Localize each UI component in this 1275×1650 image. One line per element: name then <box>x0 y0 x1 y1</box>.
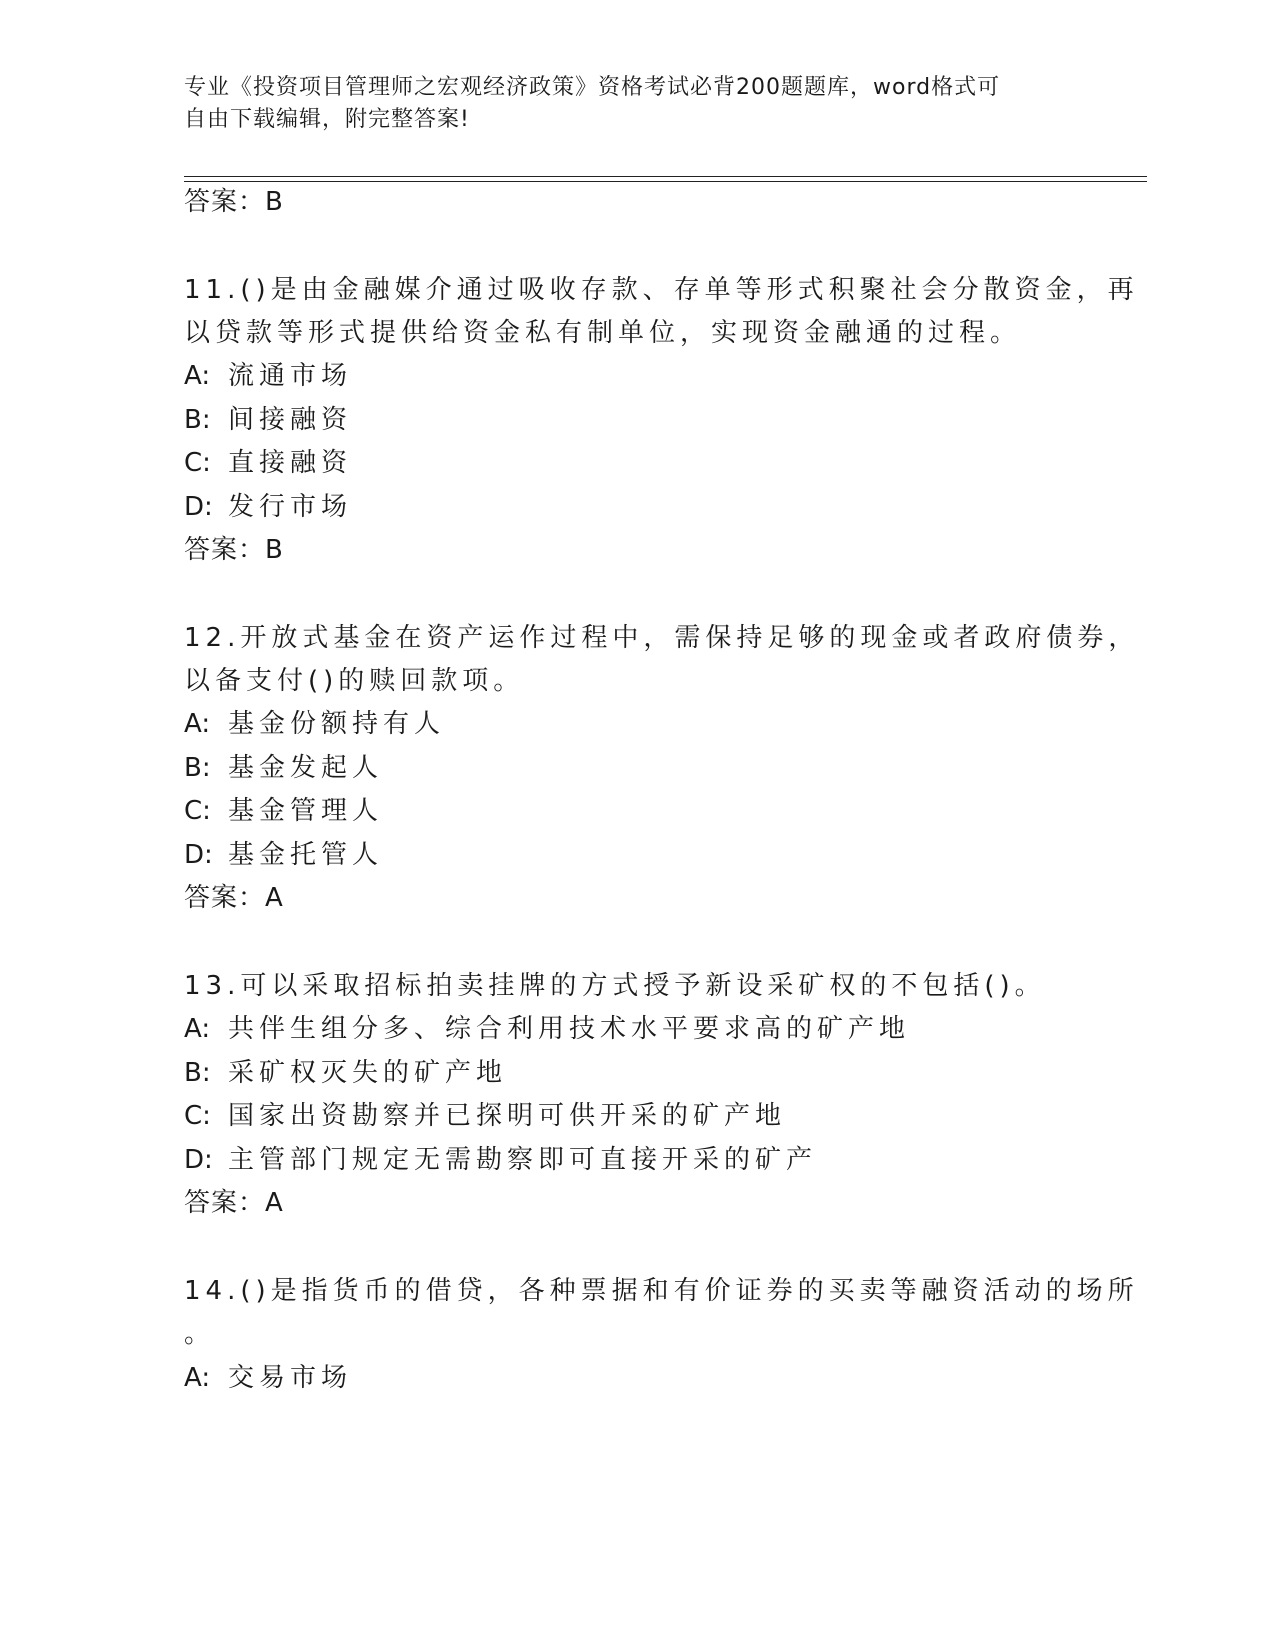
question-14-option-a <box>184 1360 352 1396</box>
option-prefix: D: <box>184 1145 213 1175</box>
question-14-stem-line-2: 。 <box>184 1319 216 1349</box>
option-prefix: A: <box>184 709 211 739</box>
option-text: 基金份额持有人 <box>228 709 446 739</box>
question-12-option-b <box>184 750 383 786</box>
question-11-option-a <box>184 358 352 394</box>
question-12-option-a <box>184 706 445 742</box>
question-12-answer: 答案：A <box>184 883 284 913</box>
question-13-option-c <box>184 1098 786 1134</box>
question-12-stem-line-2: 以备支付()的赎回款项。 <box>184 666 525 696</box>
question-11-stem-line-1: 11.()是由金融媒介通过吸收存款、存单等形式积聚社会分散资金，再 <box>184 275 1139 305</box>
option-text: 发行市场 <box>228 492 353 522</box>
option-prefix: A: <box>184 361 211 391</box>
option-text: 国家出资勘察并已探明可供开采的矿产地 <box>228 1101 787 1131</box>
option-text: 基金管理人 <box>228 796 384 826</box>
header-line-1: 专业《投资项目管理师之宏观经济政策》资格考试必背200题题库，word格式可 <box>184 75 1001 100</box>
option-prefix: A: <box>184 1014 211 1044</box>
option-prefix: D: <box>184 492 213 522</box>
option-text: 交易市场 <box>228 1363 353 1393</box>
header-line-2: 自由下载编辑，附完整答案! <box>184 107 470 132</box>
header-divider-bottom <box>184 181 1147 182</box>
previous-answer: 答案：B <box>184 187 284 217</box>
option-prefix: A: <box>184 1363 211 1393</box>
question-12-option-c <box>184 793 383 829</box>
option-prefix: C: <box>184 448 211 478</box>
option-prefix: C: <box>184 1101 211 1131</box>
header-divider-top <box>184 176 1147 177</box>
question-13-option-d <box>184 1142 817 1178</box>
option-text: 主管部门规定无需勘察即可直接开采的矿产 <box>228 1145 818 1175</box>
option-text: 采矿权灭失的矿产地 <box>228 1058 508 1088</box>
option-prefix: B: <box>184 1058 211 1088</box>
option-prefix: D: <box>184 840 213 870</box>
question-13-stem-line-1: 13.可以采取招标拍卖挂牌的方式授予新设采矿权的不包括()。 <box>184 971 1046 1001</box>
question-11-stem-line-2: 以贷款等形式提供给资金私有制单位，实现资金融通的过程。 <box>184 318 1022 348</box>
question-13-option-b <box>184 1055 507 1091</box>
question-12-option-d <box>184 837 383 873</box>
option-prefix: B: <box>184 753 211 783</box>
document-header <box>184 72 1064 136</box>
question-11-option-c <box>184 445 352 481</box>
option-text: 流通市场 <box>228 361 353 391</box>
option-text: 基金发起人 <box>228 753 384 783</box>
option-text: 基金托管人 <box>228 840 384 870</box>
question-11-option-d <box>184 489 352 525</box>
option-text: 直接融资 <box>228 448 353 478</box>
option-text: 共伴生组分多、综合利用技术水平要求高的矿产地 <box>228 1014 911 1044</box>
question-14-stem-line-1: 14.()是指货币的借贷，各种票据和有价证券的买卖等融资活动的场所 <box>184 1276 1139 1306</box>
option-prefix: C: <box>184 796 211 826</box>
question-13-answer: 答案：A <box>184 1188 284 1218</box>
question-11-option-b <box>184 402 352 438</box>
option-prefix: B: <box>184 405 211 435</box>
option-text: 间接融资 <box>228 405 353 435</box>
question-11-answer: 答案：B <box>184 535 284 565</box>
question-12-stem-line-1: 12.开放式基金在资产运作过程中，需保持足够的现金或者政府债券， <box>184 623 1140 653</box>
question-13-option-a <box>184 1011 910 1047</box>
